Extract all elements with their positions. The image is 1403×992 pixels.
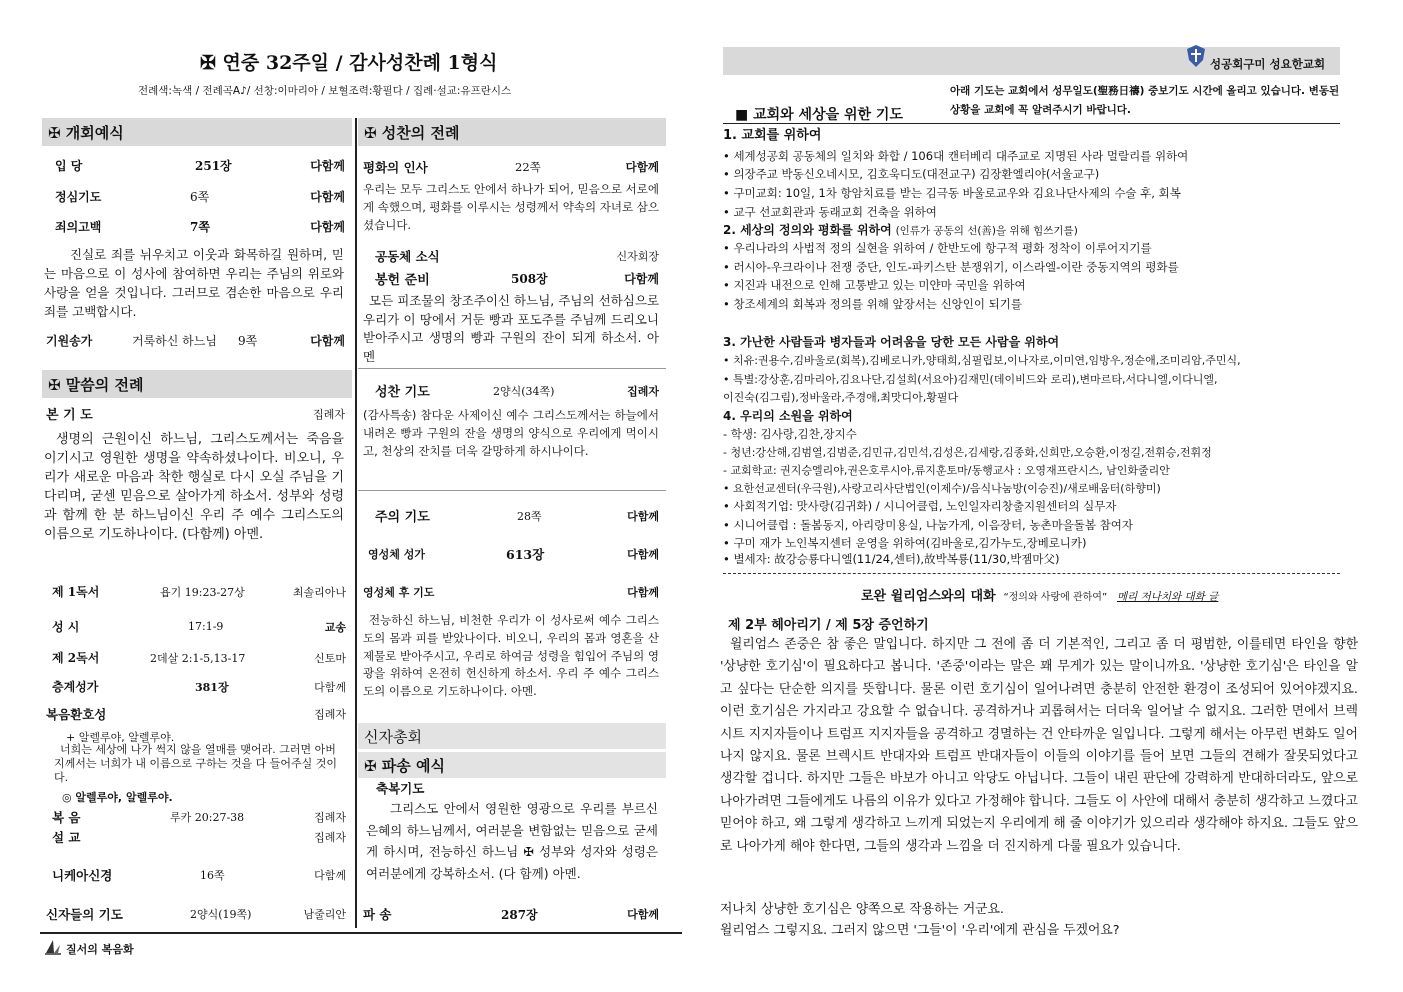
collect-text: 생명의 근원이신 하느님, 그리스도께서는 죽음을 이기시고 영원한 생명을 약속하셨나이다. 비오니, 우리가 새로운 마음과 착한 행실로 다시 오실 주님을 기다리며, 굳센 믿음으로 살아가게 하소서. 성부와 성령과 함께 한 분 하느님이신 우리 주 예수 그리스도의 이름으로 기도하나이다. (다함께) 아멘. — [44, 432, 344, 542]
section-4-title: 4. 우리의 소원을 위하여 — [723, 409, 853, 423]
offertory-text: 모든 피조물의 창조주이신 하느님, 주님의 선하심으로 우리가 이 땅에서 거둔 빵과 포도주를 주님께 드리오니 받아주시고 생명의 빵과 구원의 잔이 되게 하소서. 아멘 — [363, 293, 659, 364]
row-collect: 본 기 도 집례자 — [46, 407, 345, 423]
s2-item-2: • 러시아-우크라이나 전쟁 중단, 인도-파키스탄 분쟁위기, 이스라엘-이란 중동지역의 평화를 — [723, 260, 1179, 274]
s4-item-8: • 별세자: 故강승룡다니엘(11/24,센터),故박복룡(11/30,박젬마父) — [723, 552, 1060, 566]
peace-text: 우리는 모두 그리스도 안에서 하나가 되어, 믿음으로 서로에게 속했으며, 평화를 이루시는 성령께서 약속의 자녀로 삼으셨습니다. — [363, 182, 659, 232]
dialogue-paragraph-3: 윌리엄스 그렇지요. 그러지 않으면 '그들'이 '우리'에게 관심을 두겠어요? — [720, 923, 1120, 938]
row-gospel: 복 음 루카 20:27-38 집례자 — [52, 810, 346, 825]
section-3-title: 3. 가난한 사람들과 병자들과 어려움을 당한 모든 사람을 위하여 — [723, 335, 1060, 349]
row-lords-prayer: 주의 기도 28쪽 다함께 — [375, 509, 659, 525]
eucharist-divider-2 — [358, 490, 666, 491]
dialogue-heading: 로완 윌리엄스와의 대화 “정의와 사랑에 관하여” 메리 저나치와 대화 글 — [861, 589, 1219, 604]
row-prayers-of-people: 신자들의 기도 2양식(19쪽) 남줄리안 — [46, 907, 346, 922]
row-community-news: 공동체 소식 신자회장 — [375, 249, 659, 264]
s3-item-3: 이진숙(김그림),정바울라,주경애,최맛디아,황필다 — [723, 391, 959, 404]
s4-item-6: • 시니어클럽 : 돌봄동지, 아리랑미용실, 나눔가게, 이음장터, 농촌마을돌봄 참여자 — [723, 518, 1134, 532]
row-gloria: 기원송가 거룩하신 하느님 9쪽 다함께 — [46, 334, 345, 348]
row-sermon: 설 교 집례자 — [52, 830, 346, 845]
prayer-header: ■ 교회와 세상을 위한 기도 — [735, 107, 903, 123]
row-gospel-acclamation: 복음환호성 집례자 — [46, 707, 346, 722]
church-name: 성공회구미 성요한교회 — [1210, 57, 1326, 71]
row-post-communion: 영성체 후 기도 다함께 — [363, 586, 659, 599]
section-word: ✠ 말씀의 전례 — [42, 370, 352, 398]
dialogue-part: 제 2부 헤아리기 / 제 5장 증언하기 — [728, 618, 929, 633]
section-opening: ✠ 개회예식 — [42, 118, 352, 146]
dashed-divider — [723, 573, 1340, 574]
row-second-reading: 제 2독서 2데살 2:1-5,13-17 신토마 — [52, 651, 346, 665]
column-divider — [355, 118, 357, 928]
post-communion-text: 전능하신 하느님, 비천한 우리가 이 성사로써 예수 그리스도의 몸과 피를 받았나이다. 비오니, 우리의 몸과 영혼을 산 제물로 받아주시고, 우리로 하여금 성령을 힘입어 주님의 영광을 위하여 온전히 헌신하게 하소서. 우리 주 예수 그리스도의 이름으로 기도하나이다. 아멘. — [363, 613, 659, 699]
page-title: ✠ 연중 32주일 / 감사성찬례 1형식 — [200, 52, 498, 74]
row-nicene-creed: 니케아신경 16쪽 다함께 — [52, 868, 346, 883]
eucharistic-prayer-text: (감사특송) 참다운 사제이신 예수 그리스도께서는 하늘에서 내려온 빵과 구원의 잔을 생명의 양식으로 우리에게 먹이시고, 천상의 잔치를 더욱 갈망하게 하시나이다. — [363, 408, 659, 458]
section-dismissal: ✠ 파송 예식 — [358, 752, 666, 778]
footer-line — [40, 932, 682, 934]
prayer-notice: 아래 기도는 교회에서 성무일도(聖務日禱) 중보기도 시간에 올리고 있습니다. 변동된 상황을 교회에 꼭 알려주시기 바랍니다. — [950, 85, 1340, 116]
s4-item-4: • 요한선교센터(우극원),사랑고리사단법인(이제수)/음식나눔방(이승진)/새로배움터(하향미) — [723, 482, 1161, 495]
s1-item-3: • 구미교회: 10일, 1차 항암치료를 받는 김극동 바울로교우와 김요나단사제의 수술 후, 회복 — [723, 186, 1181, 200]
eucharist-divider-1 — [358, 368, 666, 369]
liturgy-info: 전례색:녹색 / 전례곡A♪/ 선창:이마리아 / 보혈조력:황필다 / 집례·설교:유프란시스 — [138, 85, 512, 97]
row-offertory: 봉헌 준비 508장 다함께 — [375, 272, 659, 288]
s1-item-1: • 세계성공회 공동체의 일치와 화합 / 106대 캔터베리 대주교로 지명된 사라 멀랄리를 위하여 — [723, 149, 1189, 163]
s4-item-3: - 교회학교: 권지승엘리야,권은호루시아,류지훈토마/동행교사 : 오영재프란시스, 남인화줄리안 — [723, 464, 1170, 477]
alleluia-2: 너희는 세상에 나가 썩지 않을 열매를 맺어라. 그러면 아버지께서는 너희가 내 이름으로 구하는 것을 다 들어주실 것이다. — [54, 743, 337, 784]
section-1-title: 1. 교회를 위하여 — [723, 128, 822, 143]
row-collect-for-purity: 정심기도 6쪽 다함께 — [55, 190, 345, 204]
row-gradual: 층계성가 381장 다함께 — [52, 680, 346, 694]
blessing-title: 축복기도 — [376, 781, 425, 796]
s4-item-7: • 구미 재가 노인복지센터 운영을 위하여(김바울로,김가누도,장베로니카) — [723, 536, 1087, 550]
confession-text: 진실로 죄를 뉘우치고 이웃과 화목하길 원하며, 믿는 마음으로 이 성사에 참여하면 우리는 주님의 위로와 사랑을 얻을 것입니다. 그러므로 겸손한 마음으로 우리 죄를 고백합시다. — [44, 247, 344, 319]
dialogue-paragraph-2: 저나치 상냥한 호기심은 양쪽으로 작용하는 거군요. — [720, 902, 1005, 917]
row-psalm: 성 시 17:1-9 교송 — [52, 620, 346, 634]
row-first-reading: 제 1독서 욥기 19:23-27상 최솔리아나 — [52, 585, 346, 599]
row-entrance: 입 당 251장 다함께 — [55, 159, 345, 173]
blessing-text: 그리스도 안에서 영원한 영광으로 우리를 부르신 은혜의 하느님께서, 여러분을 변함없는 믿음으로 굳세게 하시며, 전능하신 하느님 ✠ 성부와 성자와 성령은 여러분에게 강복하소서. (다 함께) 아멘. — [366, 801, 658, 881]
section-assembly: 신자총회 — [358, 723, 666, 749]
s4-item-1: - 학생: 김사랑,김찬,장지수 — [723, 427, 857, 441]
footer-text: 질서의 복음화 — [66, 943, 134, 956]
s2-item-3: • 지진과 내전으로 인해 고통받고 있는 미얀마 국민을 위하여 — [723, 278, 1026, 292]
s3-item-1: • 치유:권용수,김바울로(회복),김베로니카,양태희,심필립보,이나자로,이미연,임방우,정순애,조미리암,주민식, — [723, 354, 1241, 367]
s3-item-2: • 특별:강상훈,김마리아,김요나단,김설희(서요아)김재민(데이비드와 로리),변마르타,서다니엘,이다니엘, — [723, 373, 1218, 386]
row-sending: 파 송 287장 다함께 — [363, 907, 659, 922]
s4-item-5: • 사회적기업: 맛사랑(김귀화) / 시니어클럽, 노인일자리창출지원센터의 실무자 — [723, 499, 1117, 513]
row-peace: 평화의 인사 22쪽 다함께 — [363, 160, 659, 175]
s1-item-2: • 의장주교 박동신오네시모, 김호욱디도(대전교구) 김장환엘리야(서울교구) — [723, 167, 1100, 181]
s2-item-1: • 우리나라의 사법적 정의 실현을 위하여 / 한반도에 항구적 평화 정착이 이루어지기를 — [723, 241, 1152, 255]
section-eucharist: ✠ 성찬의 전례 — [358, 118, 666, 146]
dialogue-paragraph-1: 윌리엄스 존중은 참 좋은 말입니다. 하지만 그 전에 좀 더 기본적인, 그리고 좀 더 평범한, 이를테면 타인을 향한 '상냥한 호기심'이 필요하다고 봅니다. '존중'이라는 말은 꽤 무게가 있는 말이니까요. '상냥한 호기심'은 타인을 알고 싶다는 단순한 의지를 뜻합니다. 물론 이런 호기심이 일어나려면 충분히 안전한 환경이 조성되어 있어야겠지요. 이런 호기심은 가지라고 강요할 수 없습니다. 공격하거나 괴롭혀서는 더더욱 일어날 수 없지요. 그러한 면에서 브렉시트 지지자들이나 트럼프 지지자들을 공격하고 경멸하는 건 안타까운 일입니다. 그렇게 해서는 아무런 변화도 일어나지 않지요. 물론 브렉시트 반대자와 트럼프 반대자들이 이들의 이야기를 들어 보면 그들의 견해가 잘못되었다고 생각할 겁니다. 하지만 그들은 바보가 아니고 악당도 아닙니다. 그들이 내린 판단에 강력하게 반대하더라도, 앞으로 나아가려면 그들에게도 나름의 이유가 있다고 가정해야 합니다. 그들도 이 사안에 대해서 충분히 생각하고 느꼈다고 믿어야 하고, 왜 그렇게 생각하고 느끼게 되었는지 우리에게 해 줄 이야기가 있으리라 생각해야 하지요. 그들도 앞으로 나아가게 해야 한다면, 그들의 생각과 느낌을 더 진지하게 다룰 필요가 있습니다. — [720, 637, 1358, 854]
alleluia-3: ◎ 알렐루야, 알렐루야. — [62, 791, 173, 804]
s2-item-4: • 창조세계의 회복과 정의를 위해 앞장서는 신앙인이 되기를 — [723, 297, 1022, 311]
s1-item-4: • 교구 선교회관과 동래교회 건축을 위하여 — [723, 205, 937, 219]
row-confession: 죄의고백 7쪽 다함께 — [55, 220, 345, 234]
row-communion-hymn: 영성체 성가 613장 다함께 — [368, 547, 659, 562]
row-eucharistic-prayer: 성찬 기도 2양식(34쪽) 집례자 — [375, 384, 659, 400]
sail-icon — [44, 939, 62, 958]
alleluia-1: + 알렐루야, 알렐루야. — [66, 731, 175, 744]
section-2-title: 2. 세상의 정의와 평화를 위하여 (인류가 공동의 선(善)을 위해 힘쓰기를) — [723, 223, 1078, 237]
church-emblem-icon — [1186, 44, 1206, 71]
s4-item-2: - 청년:강산해,김범열,김범준,김민규,김민석,김성은,김세랑,김종화,신희만,오승환,이정길,전휘승,전휘정 — [723, 446, 1212, 459]
